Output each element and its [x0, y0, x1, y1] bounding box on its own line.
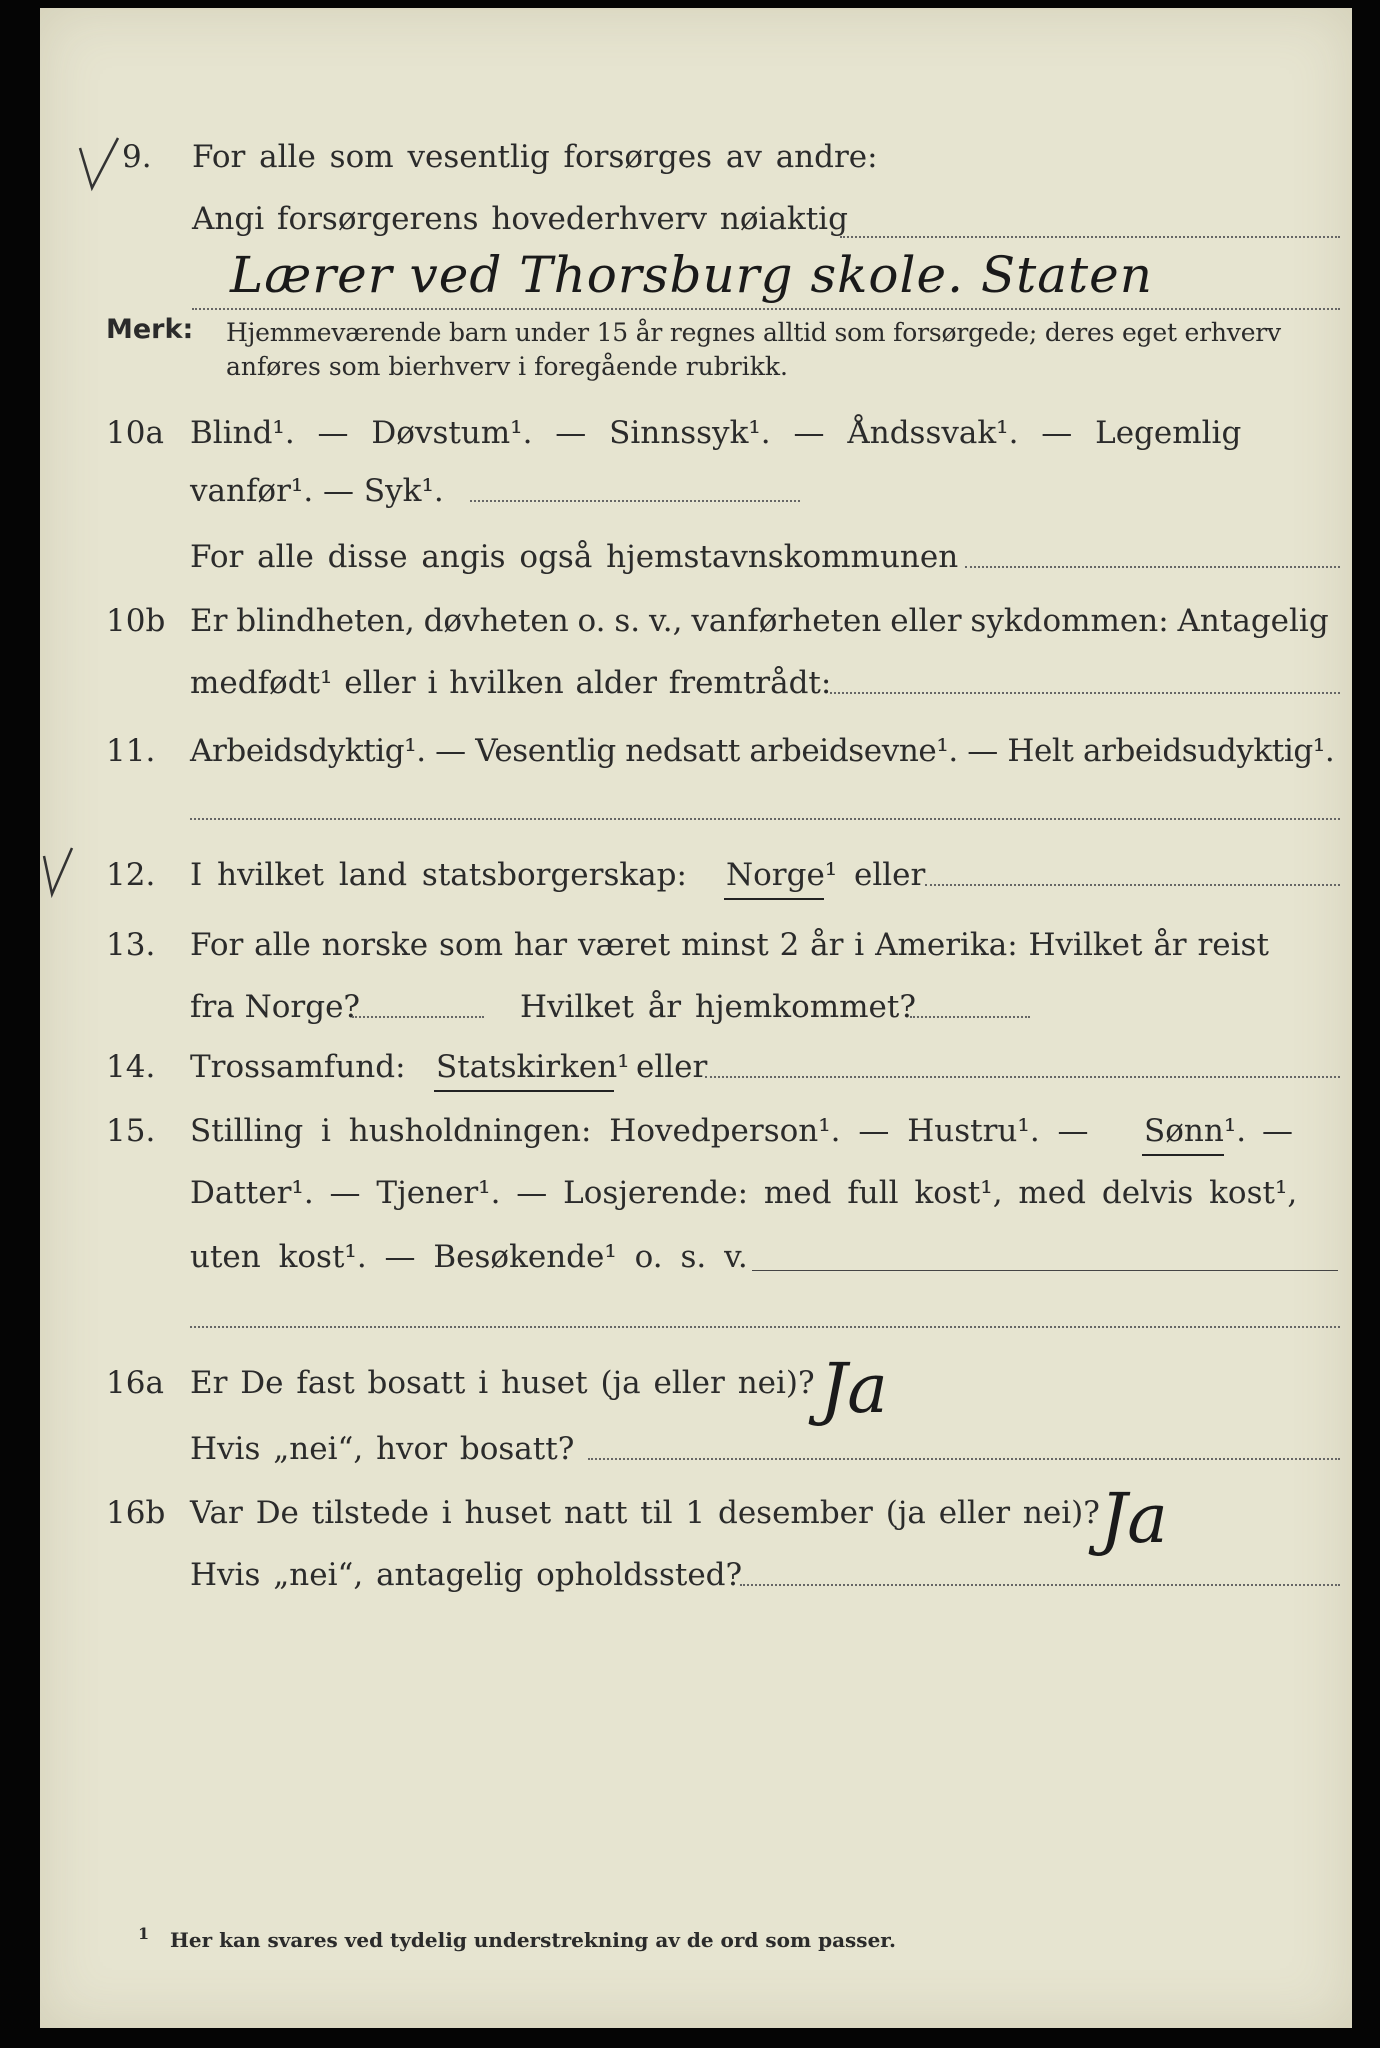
answer-line	[190, 818, 1340, 820]
underline-mark	[1142, 1154, 1224, 1156]
census-form-page	[40, 8, 1352, 2028]
q10a-line3: For alle disse angis også hjemstavnskommunen	[190, 539, 959, 575]
answer-line	[840, 236, 1340, 238]
q10a-line2: vanfør¹. — Syk¹.	[190, 473, 444, 509]
q16a-line2: Hvis „nei“, hvor bosatt?	[190, 1431, 575, 1467]
question-number: 12.	[106, 857, 156, 893]
q15-line3: uten kost¹. — Besøkende¹ o. s. v.	[190, 1239, 748, 1275]
q15-dash: —	[1262, 1113, 1293, 1149]
q16a-line1: Er De fast bosatt i huset (ja eller nei)?	[190, 1365, 815, 1401]
q14-eller: eller	[636, 1049, 708, 1085]
check-mark-icon	[42, 842, 82, 902]
q10b-line2: medfødt¹ eller i hvilken alder fremtrådt:	[190, 665, 832, 701]
question-number: 14.	[106, 1049, 156, 1085]
answer-line	[752, 1270, 1338, 1271]
answer-line	[740, 1584, 1340, 1586]
q16a-handwritten-answer: Ja	[820, 1350, 888, 1429]
q15-line2: Datter¹. — Tjener¹. — Losjerende: med full kost¹, med delvis kost¹,	[190, 1175, 1298, 1211]
answer-line	[352, 1016, 484, 1018]
q13-line2b: Hvilket år hjemkommet?	[520, 989, 916, 1025]
q9-line1: For alle som vesentlig forsørges av andre:	[192, 139, 878, 175]
merk-label: Merk:	[106, 314, 194, 345]
q13-line1: For alle norske som har været minst 2 år i Amerika: Hvilket år reist	[190, 927, 1269, 963]
question-number: 13.	[106, 927, 156, 963]
merk-line1: Hjemmeværende barn under 15 år regnes alltid som forsørgede; deres eget erhverv	[226, 318, 1281, 347]
q12-text: I hvilket land statsborgerskap:	[190, 857, 687, 893]
merk-line2: anføres som bierhverv i foregående rubrikk.	[226, 352, 788, 381]
footnote-mark: 1	[138, 1924, 150, 1943]
q10b-line1: Er blindheten, døvheten o. s. v., vanførheten eller sykdommen: Antagelig	[190, 603, 1329, 639]
answer-line	[588, 1458, 1340, 1460]
question-number: 9.	[122, 139, 152, 175]
q12-eller: eller	[854, 857, 926, 893]
question-number: 15.	[106, 1113, 156, 1149]
answer-line	[965, 566, 1340, 568]
q12-norge: Norge¹	[726, 857, 838, 893]
answer-line	[470, 500, 800, 502]
question-number: 16a	[106, 1365, 164, 1401]
answer-line	[705, 1076, 1340, 1078]
q14-text: Trossamfund:	[190, 1049, 406, 1085]
underline-mark	[724, 898, 824, 900]
q16b-line2: Hvis „nei“, antagelig opholdssted?	[190, 1557, 743, 1593]
q13-line2a: fra Norge?	[190, 989, 361, 1025]
q15-line1: Stilling i husholdningen: Hovedperson¹. — Hustru¹. —	[190, 1113, 1089, 1149]
q16b-line1: Var De tilstede i huset natt til 1 desember (ja eller nei)?	[190, 1495, 1100, 1531]
question-number: 16b	[106, 1495, 166, 1531]
q11-line1: Arbeidsdyktig¹. — Vesentlig nedsatt arbeidsevne¹. — Helt arbeidsudyktig¹.	[190, 733, 1335, 769]
question-number: 11.	[106, 733, 156, 769]
footnote-text: Her kan svares ved tydelig understrekning av de ord som passer.	[170, 1928, 896, 1952]
q14-statskirken: Statskirken¹	[436, 1049, 630, 1085]
question-number: 10b	[106, 603, 166, 639]
answer-line	[830, 692, 1340, 694]
answer-line	[192, 308, 1340, 310]
q16b-handwritten-answer: Ja	[1100, 1480, 1168, 1559]
question-number: 10a	[106, 415, 164, 451]
answer-line	[925, 884, 1340, 886]
check-mark-icon	[78, 134, 128, 194]
answer-line	[910, 1016, 1030, 1018]
q10a-line1: Blind¹. — Døvstum¹. — Sinnssyk¹. — Åndssvak¹. — Legemlig	[190, 415, 1242, 451]
q9-line2: Angi forsørgerens hovederhverv nøiaktig	[192, 201, 848, 237]
q9-handwritten-answer: Lærer ved Thorsburg skole. Staten	[230, 246, 1153, 304]
q15-sonn: Sønn¹.	[1144, 1113, 1247, 1149]
answer-line	[190, 1326, 1340, 1328]
underline-mark	[434, 1090, 614, 1092]
